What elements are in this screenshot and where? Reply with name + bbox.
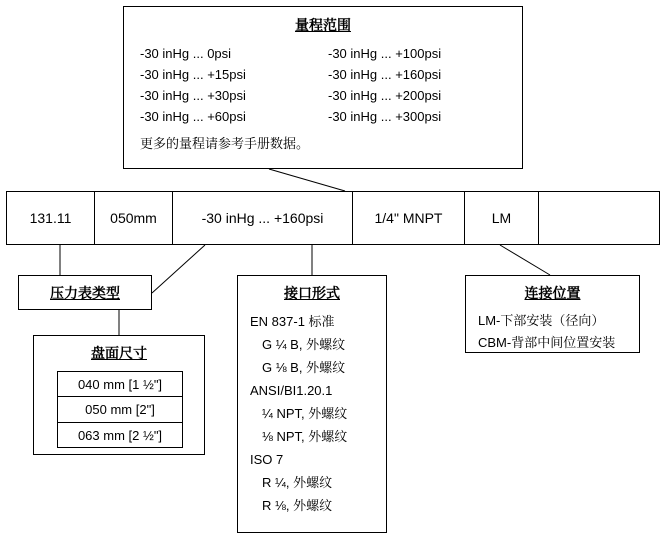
connection-form-box-title: 接口形式 [284,285,340,301]
range-note: 更多的量程请参考手册数据。 [140,136,310,151]
connection-option: R ¼, 外螺纹 [262,475,333,490]
mount-position-option: LM-下部安装（径向） [478,313,605,328]
type-box [18,275,152,310]
dial-size-option: 040 mm [1 ½"] [58,372,182,397]
dial-size-option: 063 mm [2 ½"] [77,427,163,443]
connection-standard-heading: ISO 7 [250,452,284,467]
connection-option: G ⅛ B, 外螺纹 [262,360,346,375]
connection-form-box [237,275,387,533]
range-item: -30 inHg ... +100psi [328,46,442,61]
dial-size-option: 050 mm [2"] [58,397,182,422]
dial-size-options [57,371,183,448]
range-column-left [140,43,318,127]
range-item: -30 inHg ... +15psi [140,67,246,82]
dial-size-box [33,335,205,455]
code-cell-connection: 1/4" MNPT [353,192,465,244]
connection-option: G ¼ B, 外螺纹 [262,337,346,352]
dial-size-box-title: 盘面尺寸 [91,345,147,361]
range-item: -30 inHg ... +30psi [140,88,246,103]
code-cell-mount: LM [465,192,539,244]
order-code-row [6,191,660,245]
mount-position-box [465,275,640,353]
range-item: -30 inHg ... +200psi [328,88,442,103]
code-cell-type: 131.11 [7,192,95,244]
mount-position-option: CBM-背部中间位置安装 [478,335,616,350]
range-item: -30 inHg ... +300psi [328,109,442,124]
connection-option: R ⅛, 外螺纹 [262,498,333,513]
connection-option: ⅛ NPT, 外螺纹 [262,429,348,444]
range-column-right [318,43,506,127]
range-columns [124,43,522,127]
code-cell-range: -30 inHg ... +160psi [173,192,353,244]
range-box-title: 量程范围 [295,17,351,33]
range-item: -30 inHg ... +160psi [328,67,442,82]
connection-standard-heading: EN 837-1 标准 [250,314,335,329]
connection-option: ¼ NPT, 外螺纹 [262,406,348,421]
range-item: -30 inHg ... +60psi [140,109,246,124]
range-box [123,6,523,169]
code-cell-dial-size: 050mm [95,192,173,244]
code-cell-empty [539,192,659,244]
type-box-title: 压力表类型 [50,284,120,301]
mount-position-box-title: 连接位置 [524,285,581,301]
range-item: -30 inHg ... 0psi [140,46,232,61]
connection-standard-heading: ANSI/BI1.20.1 [250,383,333,398]
